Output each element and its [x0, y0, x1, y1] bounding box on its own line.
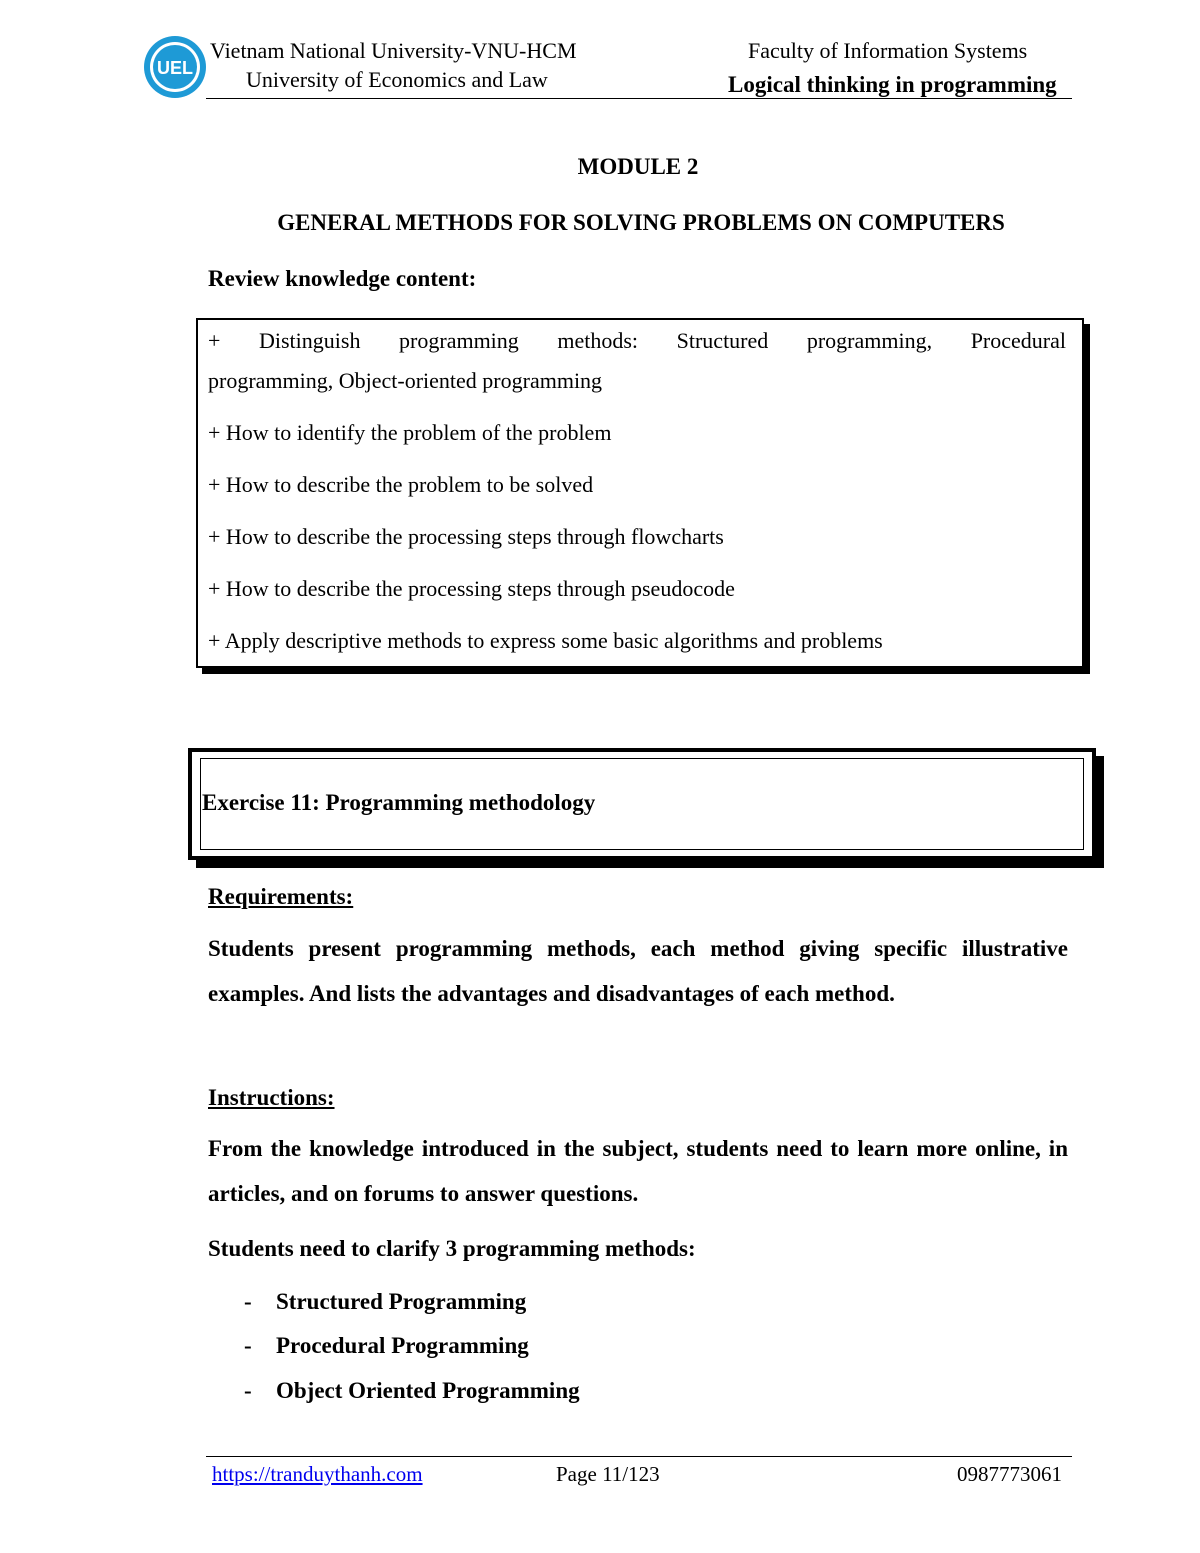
logo-text: UEL: [157, 58, 193, 78]
instructions-label: Instructions:: [208, 1085, 335, 1110]
header-course: Logical thinking in programming: [728, 72, 1057, 97]
requirements-label: Requirements:: [208, 884, 354, 909]
list-item: Object Oriented Programming: [276, 1378, 580, 1403]
header-school: University of Economics and Law: [246, 67, 548, 92]
exercise-title: Exercise 11: Programming methodology: [202, 790, 596, 815]
header-divider: [206, 98, 1072, 99]
uel-logo-icon: [142, 34, 208, 100]
footer-divider: [206, 1456, 1072, 1457]
bullet-marker: -: [244, 1333, 252, 1358]
bullet-marker: -: [244, 1378, 252, 1403]
requirements-text: Students present programming methods, each method giving specific illustrative examples. And lists the advantages and disadvantages of each method.: [208, 936, 1068, 1006]
list-item: Structured Programming: [276, 1289, 527, 1314]
exercise-box: [188, 748, 1096, 860]
instructions-text: From the knowledge introduced in the subject, students need to learn more online, in articles, and on forums to answer questions.: [208, 1136, 1068, 1206]
header-university: Vietnam National University-VNU-HCM: [210, 38, 577, 63]
review-item: + How to describe the processing steps through flowcharts: [208, 524, 724, 549]
bullet-marker: -: [244, 1289, 252, 1314]
clarify-text: Students need to clarify 3 programming methods:: [208, 1236, 696, 1261]
review-item: + How to describe the processing steps through pseudocode: [208, 576, 735, 601]
review-item: + How to describe the problem to be solved: [208, 472, 594, 497]
module-heading: MODULE 2: [577, 154, 699, 179]
footer-website-link[interactable]: https://tranduythanh.com: [212, 1462, 423, 1486]
footer-phone: 0987773061: [957, 1462, 1062, 1486]
review-item: + How to identify the problem of the problem: [208, 420, 612, 445]
header-faculty: Faculty of Information Systems: [748, 38, 1028, 63]
module-title: GENERAL METHODS FOR SOLVING PROBLEMS ON COMPUTERS: [277, 210, 1005, 235]
list-item: Procedural Programming: [276, 1333, 529, 1358]
review-item: + Distinguish programming methods: Structured programming, Procedural: [208, 328, 1066, 353]
review-item: programming, Object-oriented programming: [208, 368, 603, 393]
review-content-box: [196, 318, 1084, 668]
review-label: Review knowledge content:: [208, 266, 477, 291]
page-number: Page 11/123: [556, 1462, 660, 1486]
review-item: + Apply descriptive methods to express some basic algorithms and problems: [208, 628, 883, 653]
